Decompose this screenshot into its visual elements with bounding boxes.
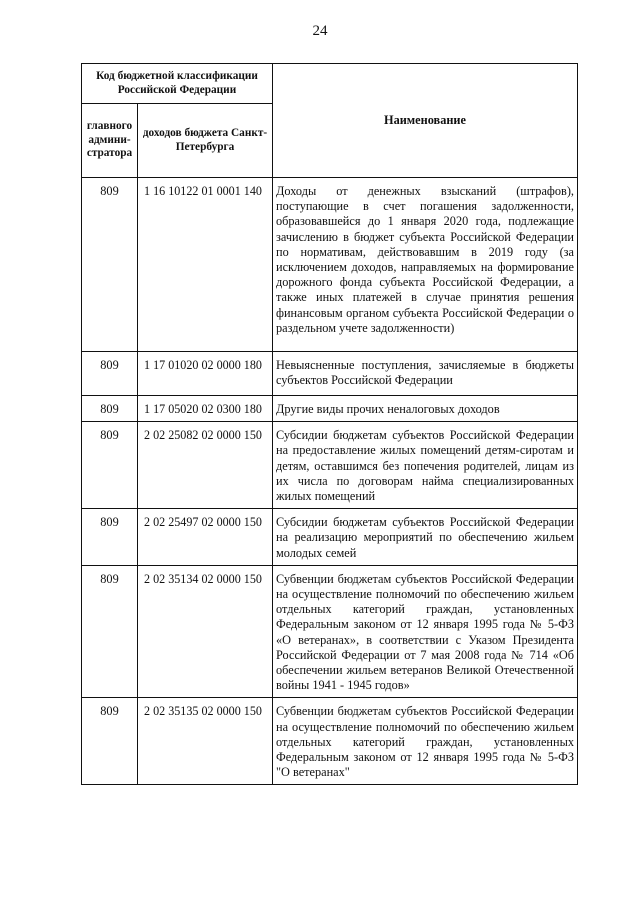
name-cell: Другие виды прочих неналоговых доходов xyxy=(273,396,578,422)
table-row xyxy=(82,396,578,422)
admin-cell: 809 xyxy=(82,422,138,509)
code-cell: 1 16 10122 01 0001 140 xyxy=(138,178,273,352)
admin-cell: 809 xyxy=(82,698,138,785)
admin-cell: 809 xyxy=(82,565,138,698)
admin-cell: 809 xyxy=(82,352,138,396)
admin-cell: 809 xyxy=(82,178,138,352)
page-number: 24 xyxy=(312,23,328,39)
name-cell: Субсидии бюджетам субъектов Российской Федерации на предоставление жилых помещений детям-сиротам и детям, оставшимся без попечения родителей, лицам из их числа по договорам найма специализированных жилых помещений xyxy=(273,422,578,509)
code-cell: 2 02 25082 02 0000 150 xyxy=(138,422,273,509)
code-cell: 1 17 05020 02 0300 180 xyxy=(138,396,273,422)
table-row xyxy=(82,178,578,352)
code-cell: 2 02 25497 02 0000 150 xyxy=(138,509,273,566)
code-cell: 2 02 35134 02 0000 150 xyxy=(138,565,273,698)
header-income: доходов бюджета Санкт-Петербурга xyxy=(138,104,273,178)
code-cell: 1 17 01020 02 0000 180 xyxy=(138,352,273,396)
name-cell: Субвенции бюджетам субъектов Российской Федерации на осуществление полномочий по обеспечению жильем отдельных категорий граждан, установленных Федеральным законом от 12 января 1995 года № 5-ФЗ «О ветеранах», в соответствии с Указом Президента Российской Федерации от 7 мая 2008 года № 714 «Об обеспечении жильем ветеранов Великой Отечественной войны 1941 - 1945 годов» xyxy=(273,565,578,698)
admin-cell: 809 xyxy=(82,509,138,566)
table-row xyxy=(82,509,578,566)
header-admin: главного админи-стратора xyxy=(82,104,138,178)
name-cell: Доходы от денежных взысканий (штрафов), поступающие в счет погашения задолженности, образовавшейся до 1 января 2020 года, подлежащие зачислению в бюджет субъекта Российской Федерации по нормативам, действовавшим в 2019 году (за исключением доходов, направляемых на формирование дорожного фонда субъекта Российской Федерации, а также иных платежей в случае принятия решения финансовым органом субъекта Российской Федерации о раздельном учете задолженности) xyxy=(273,178,578,352)
header-group: Код бюджетной классификации Российской Федерации xyxy=(82,64,273,104)
table-row xyxy=(82,698,578,785)
budget-classification-table xyxy=(81,63,578,785)
name-cell: Субсидии бюджетам субъектов Российской Федерации на реализацию мероприятий по обеспечению жильем молодых семей xyxy=(273,509,578,566)
table-row xyxy=(82,565,578,698)
header-name: Наименование xyxy=(273,64,578,178)
table-row xyxy=(82,352,578,396)
name-cell: Субвенции бюджетам субъектов Российской Федерации на осуществление полномочий по обеспечению жильем отдельных категорий граждан, установленных Федеральным законом от 12 января 1995 года № 5-ФЗ "О ветеранах" xyxy=(273,698,578,785)
admin-cell: 809 xyxy=(82,396,138,422)
table-row xyxy=(82,422,578,509)
code-cell: 2 02 35135 02 0000 150 xyxy=(138,698,273,785)
name-cell: Невыясненные поступления, зачисляемые в бюджеты субъектов Российской Федерации xyxy=(273,352,578,396)
